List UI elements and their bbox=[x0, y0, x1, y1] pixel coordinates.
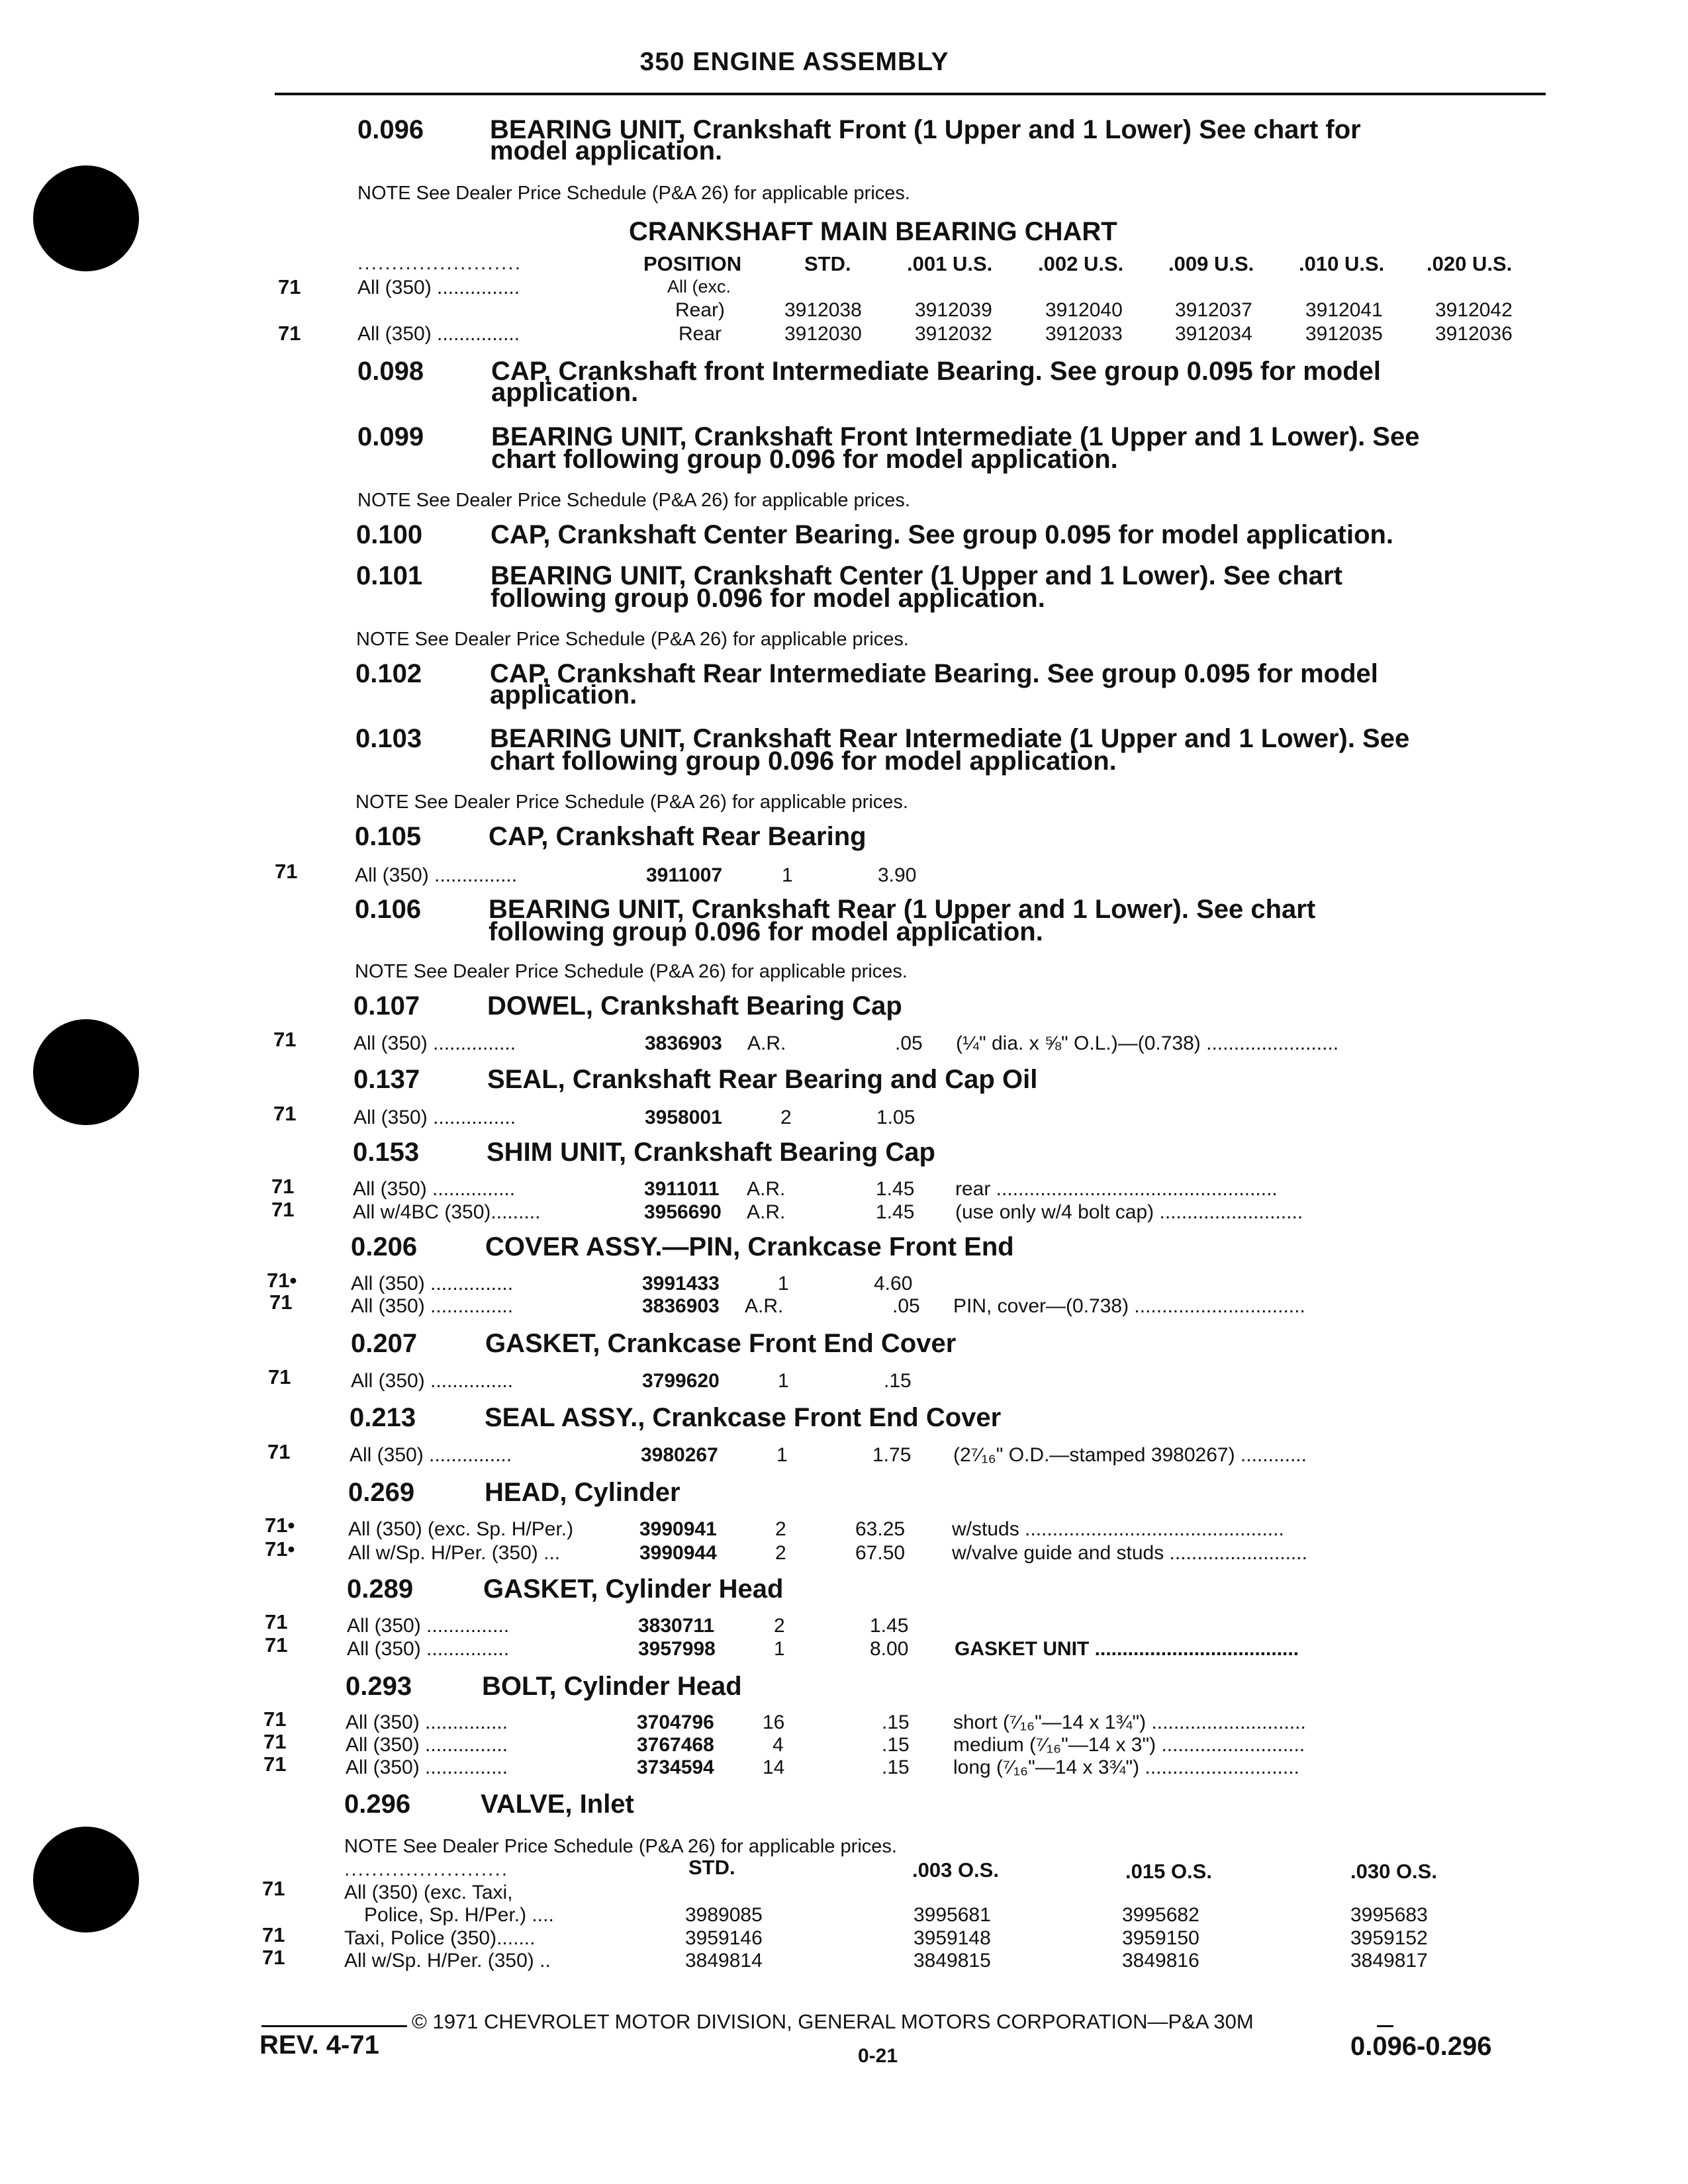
col-020: .020 U.S. bbox=[1427, 252, 1513, 275]
note: NOTE See Dealer Price Schedule (P&A 26) for applicable prices. bbox=[355, 961, 908, 982]
year: 71 bbox=[278, 322, 301, 345]
year: 71 bbox=[273, 1102, 297, 1125]
year: 71 bbox=[262, 1877, 285, 1900]
col-001: .001 U.S. bbox=[907, 252, 993, 275]
year: 71 bbox=[262, 1946, 285, 1969]
col-std: STD. bbox=[804, 252, 851, 275]
year: 71 bbox=[269, 1291, 293, 1314]
note: NOTE See Dealer Price Schedule (P&A 26) for applicable prices. bbox=[357, 490, 910, 511]
year: 71 bbox=[271, 1175, 295, 1198]
note: NOTE See Dealer Price Schedule (P&A 26) for applicable prices. bbox=[357, 183, 910, 204]
note: NOTE See Dealer Price Schedule (P&A 26) for applicable prices. bbox=[356, 629, 909, 650]
punch-hole-middle bbox=[33, 1019, 139, 1125]
bearing-chart-title: CRANKSHAFT MAIN BEARING CHART bbox=[629, 217, 1117, 246]
page-title: 350 ENGINE ASSEMBLY bbox=[639, 48, 949, 76]
year: 71 bbox=[263, 1707, 287, 1731]
col-009: .009 U.S. bbox=[1168, 252, 1254, 275]
note: NOTE See Dealer Price Schedule (P&A 26) for applicable prices. bbox=[355, 792, 908, 813]
revision: REV. 4-71 bbox=[259, 2030, 379, 2060]
footer-rule-right bbox=[1377, 2025, 1393, 2027]
col-std: STD. bbox=[688, 1856, 735, 1879]
year: 71 bbox=[265, 1610, 288, 1633]
header-rule bbox=[275, 93, 1546, 95]
punch-hole-bottom bbox=[33, 1827, 139, 1933]
group-range: 0.096-0.296 bbox=[1350, 2032, 1492, 2061]
year: 71 bbox=[271, 1198, 295, 1221]
year: 71 bbox=[268, 1365, 291, 1388]
year: 71• bbox=[265, 1537, 295, 1561]
year: 71 bbox=[273, 1028, 297, 1051]
col-003: .003 O.S. bbox=[912, 1858, 999, 1882]
year: 71 bbox=[265, 1633, 288, 1657]
year: 71• bbox=[265, 1514, 295, 1537]
year: 71 bbox=[267, 1440, 291, 1463]
copyright: © 1971 CHEVROLET MOTOR DIVISION, GENERAL MOTORS CORPORATION—P&A 30M bbox=[412, 2010, 1254, 2033]
year: 71 bbox=[263, 1752, 287, 1776]
note: NOTE See Dealer Price Schedule (P&A 26) for applicable prices. bbox=[344, 1836, 897, 1857]
year: 71• bbox=[267, 1269, 297, 1292]
col-position: POSITION bbox=[643, 252, 742, 275]
col-010: .010 U.S. bbox=[1299, 252, 1385, 275]
punch-hole-top bbox=[33, 165, 139, 271]
year: 71 bbox=[263, 1730, 287, 1753]
year: 71 bbox=[262, 1923, 285, 1946]
year: 71 bbox=[278, 275, 301, 298]
year: 71 bbox=[275, 860, 298, 883]
col-015: .015 O.S. bbox=[1125, 1860, 1212, 1883]
page-number: 0-21 bbox=[858, 2045, 898, 2067]
footer-rule-left bbox=[261, 2025, 407, 2027]
col-002: .002 U.S. bbox=[1038, 252, 1124, 275]
col-030: .030 O.S. bbox=[1350, 1860, 1437, 1883]
